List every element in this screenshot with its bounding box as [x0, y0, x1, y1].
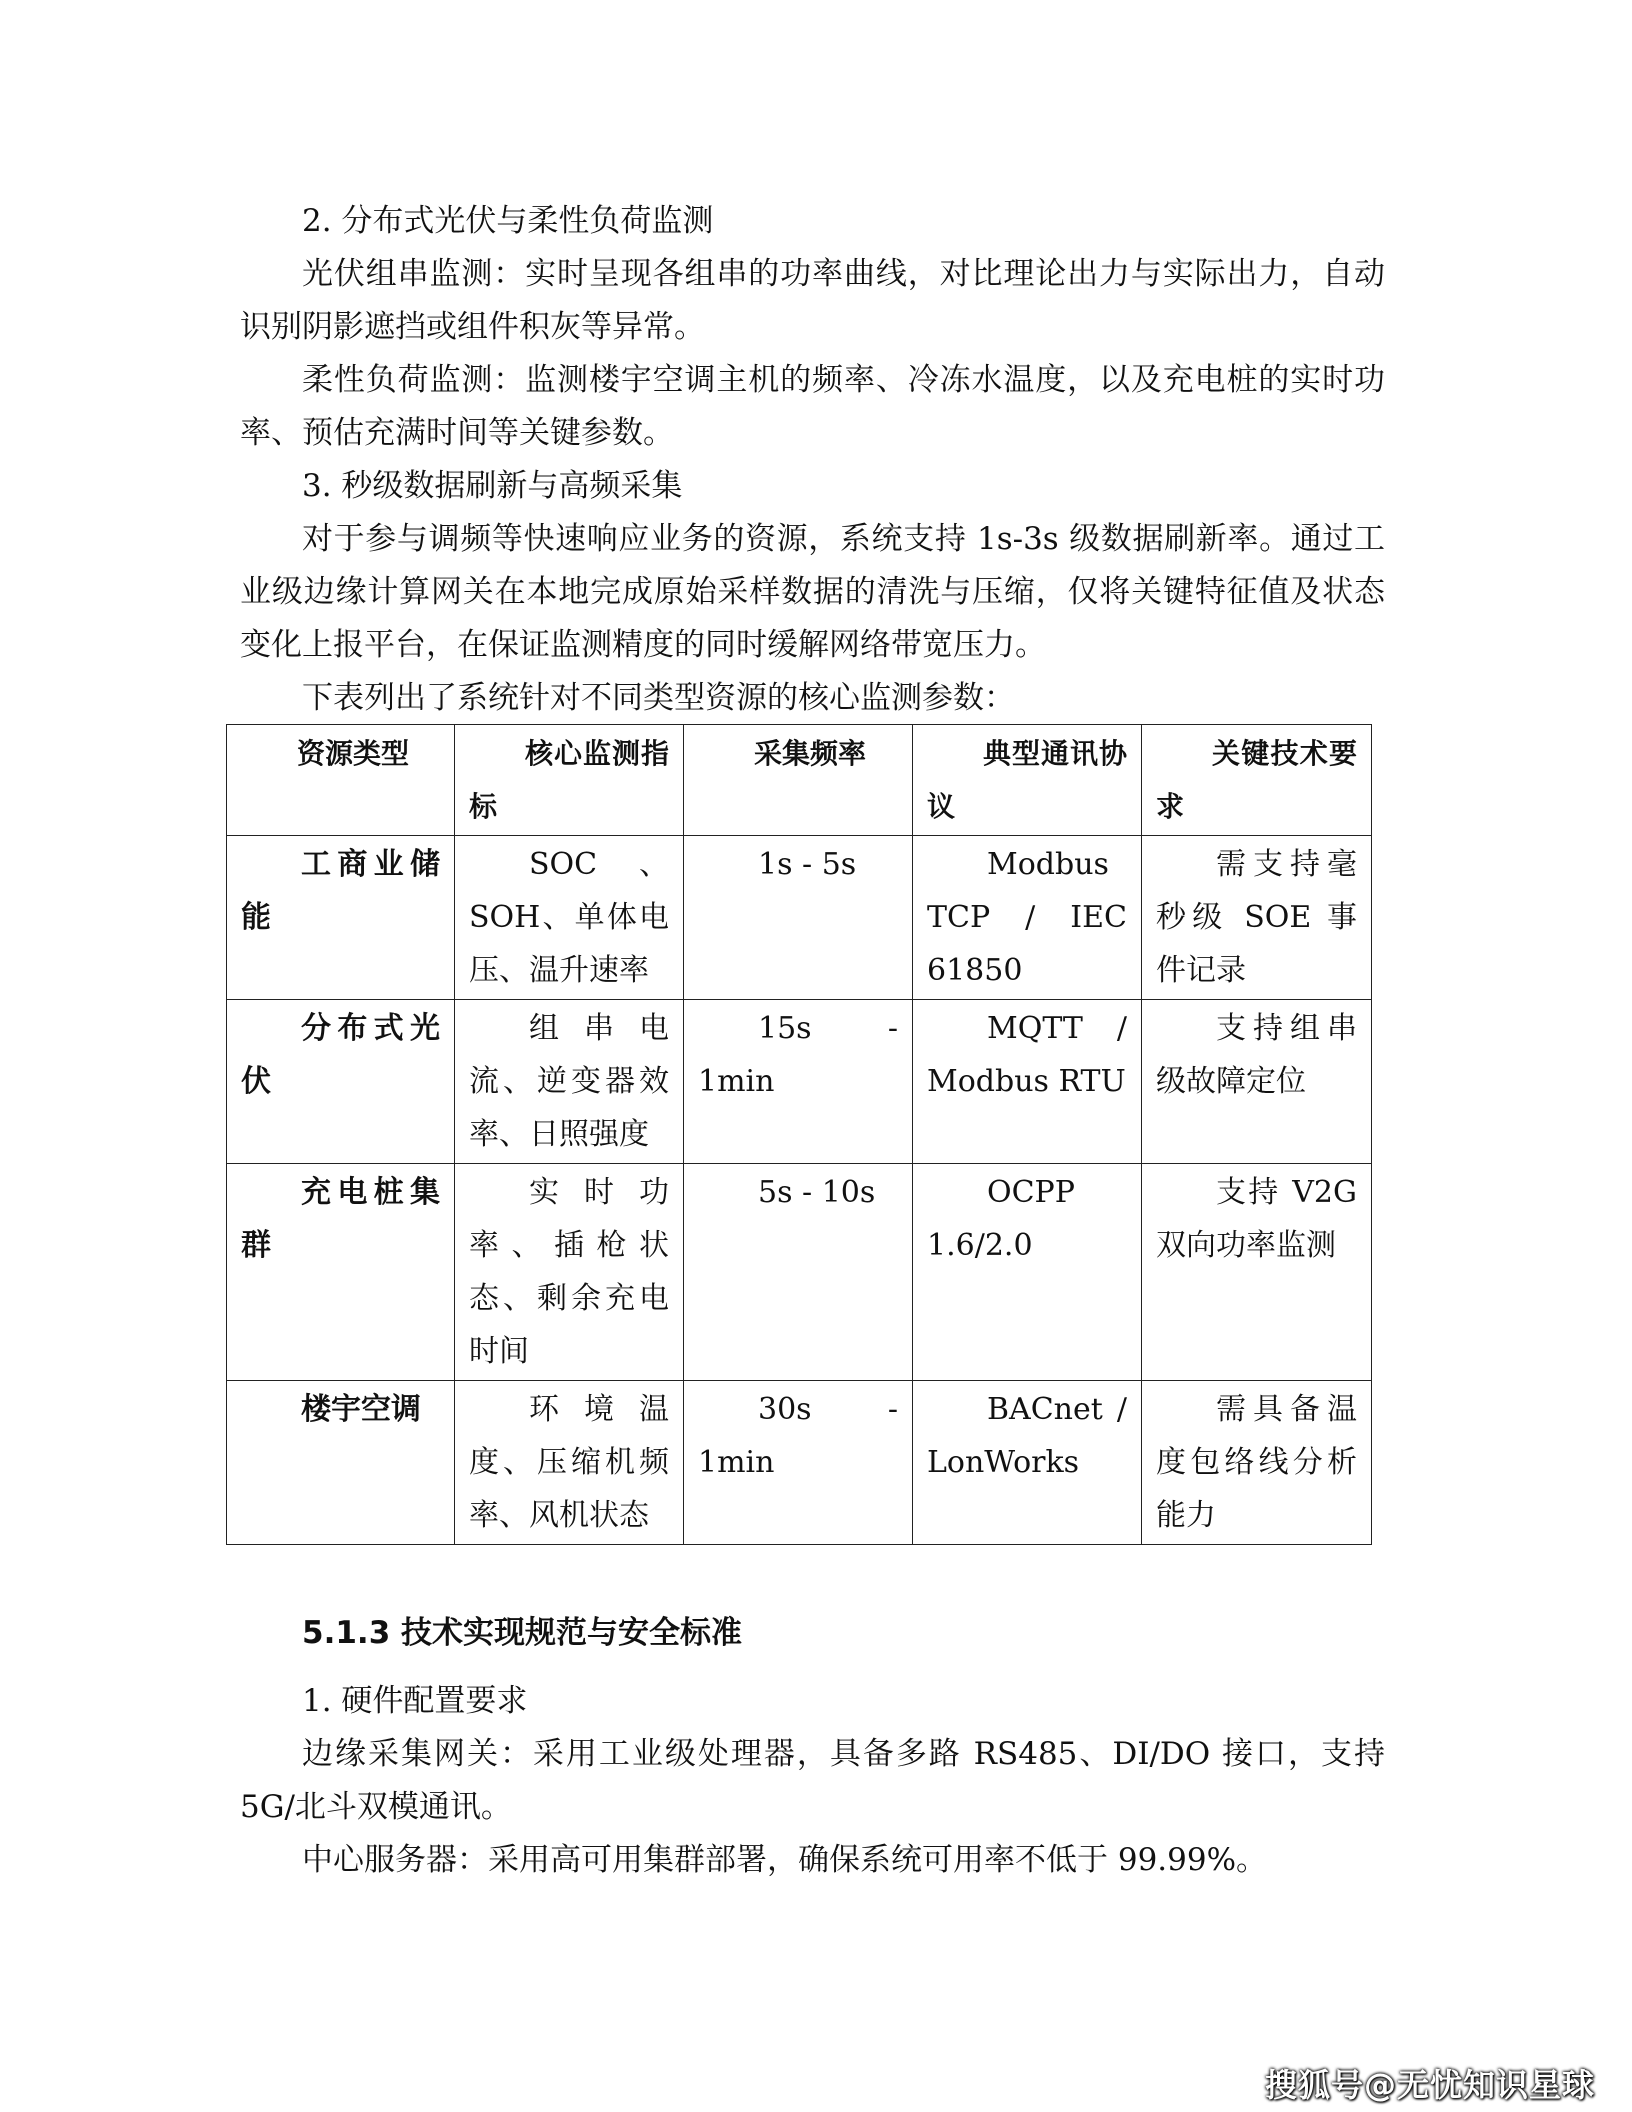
table-cell: Modbus TCP / IEC 61850 [913, 836, 1142, 1000]
table-row [227, 836, 1372, 1000]
section-body [240, 1675, 1385, 1887]
table-cell: SOC 、SOH、单体电压、温升速率 [455, 836, 684, 1000]
table-cell: BACnet / LonWorks [913, 1381, 1142, 1545]
watermark: 搜狐号@无忧知识星球 [1265, 2066, 1596, 2104]
table-row [227, 1381, 1372, 1545]
table-header-row [227, 725, 1372, 836]
table-cell: 15s - 1min [684, 1000, 913, 1164]
header-cell: 关键技术要求 [1142, 725, 1372, 836]
table-cell: 实时功率、插枪状态、剩余充电时间 [455, 1164, 684, 1381]
table-cell: 组串电流、逆变器效率、日照强度 [455, 1000, 684, 1164]
table-row [227, 1000, 1372, 1164]
table-cell: 需支持毫秒级 SOE 事件记录 [1142, 836, 1372, 1000]
table-cell: 需具备温度包络线分析能力 [1142, 1381, 1372, 1545]
paragraph-flexible-load-monitor: 柔性负荷监测：监测楼宇空调主机的频率、冷冻水温度，以及充电桩的实时功率、预估充满时间等关键参数。 [240, 362, 1385, 451]
heading-pv-flexible-load: 2. 分布式光伏与柔性负荷监测 [302, 203, 714, 239]
table-cell: 5s - 10s [684, 1164, 913, 1381]
table-cell: 1s - 5s [684, 836, 913, 1000]
section-title: 5.1.3 技术实现规范与安全标准 [302, 1615, 743, 1651]
table-row [227, 1164, 1372, 1381]
paragraph-edge-gateway: 边缘采集网关：采用工业级处理器，具备多路 RS485、DI/DO 接口，支持 5G/北斗双模通讯。 [240, 1736, 1385, 1825]
table-cell: 充电桩集群 [227, 1164, 455, 1381]
table-cell: 30s - 1min [684, 1381, 913, 1545]
table-cell: 楼宇空调 [227, 1381, 455, 1545]
table-cell: OCPP 1.6/2.0 [913, 1164, 1142, 1381]
paragraph-table-intro: 下表列出了系统针对不同类型资源的核心监测参数： [302, 680, 1015, 716]
table-cell: 环境温度、压缩机频率、风机状态 [455, 1381, 684, 1545]
table-cell: 工商业储能 [227, 836, 455, 1000]
paragraph-pv-string-monitor: 光伏组串监测：实时呈现各组串的功率曲线，对比理论出力与实际出力，自动识别阴影遮挡或组件积灰等异常。 [240, 256, 1385, 345]
table-cell: 支持 V2G 双向功率监测 [1142, 1164, 1372, 1381]
heading-hardware-config: 1. 硬件配置要求 [302, 1683, 528, 1719]
paragraph-fast-refresh: 对于参与调频等快速响应业务的资源，系统支持 1s-3s 级数据刷新率。通过工业级边缘计算网关在本地完成原始采样数据的清洗与压缩，仅将关键特征值及状态变化上报平台，在保证监测精度的同时缓解网络带宽压力。 [240, 521, 1385, 663]
paragraph-central-server: 中心服务器：采用高可用集群部署，确保系统可用率不低于 99.99%。 [302, 1842, 1268, 1878]
table-cell: 支持组串级故障定位 [1142, 1000, 1372, 1164]
table-cell: MQTT / Modbus RTU [913, 1000, 1142, 1164]
document-body [240, 195, 1385, 725]
header-cell: 核心监测指标 [455, 725, 684, 836]
header-cell: 采集频率 [684, 725, 913, 836]
header-cell: 资源类型 [227, 725, 455, 836]
monitoring-parameter-table [226, 724, 1372, 1545]
table-cell: 分布式光伏 [227, 1000, 455, 1164]
header-cell: 典型通讯协议 [913, 725, 1142, 836]
heading-fast-refresh: 3. 秒级数据刷新与高频采集 [302, 468, 683, 504]
